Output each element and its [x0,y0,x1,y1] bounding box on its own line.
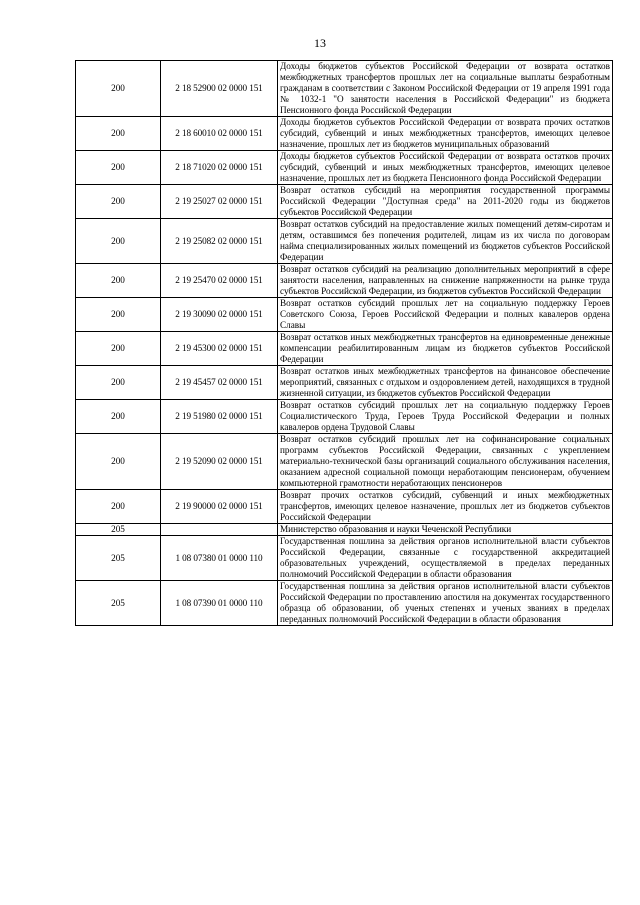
description-cell: Возврат остатков субсидий прошлых лет на социальную поддержку Героев Социалистического Труда, Героев Труда Российской Федерации и полных кавалеров ордена Трудовой Славы [278,400,613,434]
table-row [76,366,613,400]
admin-code-cell: 205 [76,536,161,581]
description-cell: Доходы бюджетов субъектов Российской Федерации от возврата прочих остатков субсидий, субвенций и иных межбюджетных трансфертов, имеющих целевое назначение, прошлых лет из бюджетов муниципальных образований [278,117,613,151]
page-number: 13 [314,36,326,50]
budget-code-cell: 2 19 90000 02 0000 151 [161,490,278,524]
budget-code-cell: 1 08 07380 01 0000 110 [161,536,278,581]
table-row [76,490,613,524]
admin-code-cell: 200 [76,434,161,490]
table-row [76,264,613,298]
table-row [76,185,613,219]
description-cell: Возврат остатков субсидий на реализацию дополнительных мероприятий в сфере занятости населения, направленных на снижение напряженности на рынке труда субъектов Российской Федерации, из бюджетов субъектов Российской Федерации [278,264,613,298]
admin-code-cell: 205 [76,524,161,536]
table-row [76,332,613,366]
description-cell: Доходы бюджетов субъектов Российской Федерации от возврата остатков межбюджетных трансфертов прошлых лет на социальные выплаты безработным гражданам в соответствии с Законом Российской Федерации от 19 апреля 1991 года № 1032-1 "О занятости населения в Российской Федерации" из бюджета Пенсионного фонда Российской Федерации [278,61,613,117]
budget-code-cell [161,524,278,536]
description-cell: Возврат остатков субсидий на предоставление жилых помещений детям-сиротам и детям, оставшимся без попечения родителей, лицам из их числа по договорам найма специализированных жилых помещений из бюджетов субъектов Российской Федерации [278,219,613,264]
description-cell: Государственная пошлина за действия органов исполнительной власти субъектов Российской Федерации по проставлению апостиля на документах государственного образца об образовании, об ученых степенях и ученых званиях в пределах переданных полномочий Российской Федерации в области образования [278,581,613,626]
admin-code-cell: 200 [76,264,161,298]
budget-code-cell: 2 18 60010 02 0000 151 [161,117,278,151]
table-row [76,61,613,117]
budget-classification-table [75,60,613,626]
budget-code-cell: 2 19 25082 02 0000 151 [161,219,278,264]
admin-code-cell: 200 [76,219,161,264]
description-cell: Министерство образования и науки Чеченской Республики [278,524,613,536]
table-row [76,434,613,490]
admin-code-cell: 200 [76,366,161,400]
admin-code-cell: 200 [76,298,161,332]
budget-code-cell: 2 19 25027 02 0000 151 [161,185,278,219]
description-cell: Возврат остатков иных межбюджетных трансфертов на единовременные денежные компенсации реабилитированным лицам из бюджетов субъектов Российской Федерации [278,332,613,366]
budget-code-cell: 2 19 51980 02 0000 151 [161,400,278,434]
table-row [76,524,613,536]
budget-code-cell: 2 19 30090 02 0000 151 [161,298,278,332]
budget-code-cell: 2 19 25470 02 0000 151 [161,264,278,298]
admin-code-cell: 205 [76,581,161,626]
table-row [76,581,613,626]
admin-code-cell: 200 [76,151,161,185]
table-row [76,219,613,264]
table-row [76,151,613,185]
table-row [76,536,613,581]
description-cell: Доходы бюджетов субъектов Российской Федерации от возврата остатков прочих субсидий, субвенций и иных межбюджетных трансфертов, имеющих целевое назначение, прошлых лет из бюджета Пенсионного фонда Российской Федерации [278,151,613,185]
description-cell: Государственная пошлина за действия органов исполнительной власти субъектов Российской Федерации, связанные с государственной аккредитацией образовательных учреждений, осуществляемой в пределах переданных полномочий Российской Федерации в области образования [278,536,613,581]
description-cell: Возврат остатков субсидий прошлых лет на социальную поддержку Героев Советского Союза, Героев Российской Федерации и полных кавалеров ордена Славы [278,298,613,332]
description-cell: Возврат остатков субсидий прошлых лет на софинансирование социальных программ субъектов Российской Федерации, связанных с укреплением материально-технической базы организаций социального обслуживания населения, оказанием адресной социальной помощи неработающим пенсионерам, обучением компьютерной грамотности неработающих пенсионеров [278,434,613,490]
budget-code-cell: 2 19 45300 02 0000 151 [161,332,278,366]
table-row [76,117,613,151]
budget-code-cell: 2 18 52900 02 0000 151 [161,61,278,117]
budget-code-cell: 2 18 71020 02 0000 151 [161,151,278,185]
admin-code-cell: 200 [76,332,161,366]
budget-code-cell: 2 19 45457 02 0000 151 [161,366,278,400]
description-cell: Возврат прочих остатков субсидий, субвенций и иных межбюджетных трансфертов, имеющих целевое назначение, прошлых лет из бюджетов субъектов Российской Федерации [278,490,613,524]
description-cell: Возврат остатков иных межбюджетных трансфертов на финансовое обеспечение мероприятий, связанных с отдыхом и оздоровлением детей, находящихся в трудной жизненной ситуации, из бюджетов субъектов Российской Федерации [278,366,613,400]
admin-code-cell: 200 [76,117,161,151]
description-cell: Возврат остатков субсидий на мероприятия государственной программы Российской Федерации "Доступная среда" на 2011-2020 годы из бюджетов субъектов Российской Федерации [278,185,613,219]
admin-code-cell: 200 [76,185,161,219]
admin-code-cell: 200 [76,61,161,117]
budget-code-cell: 1 08 07390 01 0000 110 [161,581,278,626]
table-row [76,298,613,332]
table-row [76,400,613,434]
admin-code-cell: 200 [76,490,161,524]
budget-code-cell: 2 19 52090 02 0000 151 [161,434,278,490]
table-body [76,61,613,626]
admin-code-cell: 200 [76,400,161,434]
